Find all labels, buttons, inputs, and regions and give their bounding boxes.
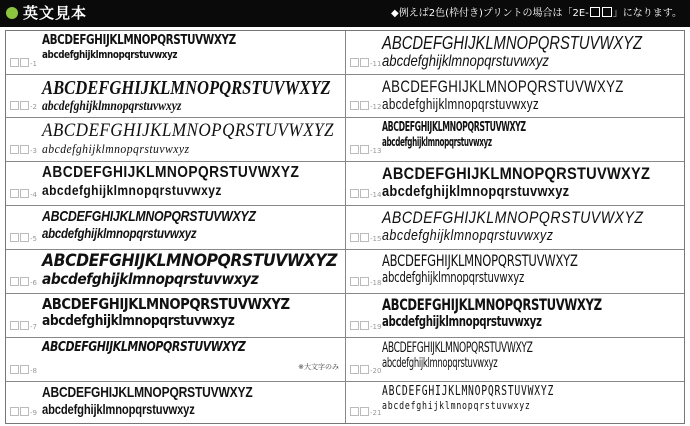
- font-sample-cell: [346, 74, 684, 117]
- font-code-number: -4: [30, 191, 37, 199]
- code-box-icon: [360, 321, 369, 330]
- header-note-prefix: ◆例えば2色(枠付き)プリントの場合は「2E-: [391, 8, 589, 19]
- font-code-number: -19: [370, 323, 382, 331]
- lowercase-sample: abcdefghijklmnopqrstuvwxyz: [42, 269, 259, 288]
- font-sample: [42, 209, 303, 240]
- uppercase-sample: ABCDEFGHIJKLMNOPQRSTUVWXYZ: [42, 164, 300, 181]
- font-sample-cell: [346, 161, 684, 205]
- font-code-number: -9: [30, 409, 37, 417]
- uppercase-sample: ABCDEFGHIJKLMNOPQRSTUVWXYZ: [42, 251, 338, 271]
- code-box-icon: [20, 277, 29, 286]
- font-code-label: [10, 321, 37, 331]
- code-box-icon: [350, 321, 359, 330]
- font-sample: [382, 34, 690, 71]
- lowercase-sample: abcdefghijklmnopqrstuvwxyz: [382, 398, 531, 412]
- code-box-icon: [10, 407, 19, 416]
- uppercase-sample: ABCDEFGHIJKLMNOPQRSTUVWXYZ: [382, 295, 602, 314]
- code-box-icon: [602, 7, 612, 17]
- uppercase-sample: ABCDEFGHIJKLMNOPQRSTUVWXYZ: [42, 77, 331, 99]
- lowercase-sample: abcdefghijklmnopqrstuvwxyz: [382, 134, 492, 149]
- uppercase-sample: ABCDEFGHIJKLMNOPQRSTUVWXYZ: [382, 384, 555, 399]
- font-sample-cell: [346, 381, 684, 423]
- code-box-icon: [10, 189, 19, 198]
- code-box-icon: [590, 7, 600, 17]
- lowercase-sample: abcdefghijklmnopqrstuvwxyz: [42, 99, 182, 114]
- code-box-icon: [20, 145, 29, 154]
- code-box-icon: [10, 58, 19, 67]
- font-code-number: -6: [30, 279, 37, 287]
- font-code-label: [350, 277, 381, 287]
- font-code-number: -20: [370, 367, 382, 375]
- font-code-number: -14: [370, 191, 382, 199]
- code-box-icon: [20, 233, 29, 242]
- code-box-icon: [350, 277, 359, 286]
- font-code-number: -12: [370, 103, 382, 111]
- uppercase-sample: ABCDEFGHIJKLMNOPQRSTUVWXYZ: [382, 77, 624, 96]
- uppercase-sample: ABCDEFGHIJKLMNOPQRSTUVWXYZ: [42, 340, 246, 355]
- font-code-number: -7: [30, 323, 37, 331]
- font-sample: [42, 34, 284, 60]
- lowercase-sample: abcdefghijklmnopqrstuvwxyz: [42, 224, 197, 241]
- font-sample: [382, 121, 622, 148]
- code-box-icon: [360, 233, 369, 242]
- font-sample: [382, 78, 690, 113]
- font-sample: [382, 209, 690, 244]
- code-box-icon: [350, 189, 359, 198]
- uppercase-sample: ABCDEFGHIJKLMNOPQRSTUVWXYZ: [42, 120, 334, 141]
- font-code-number: -2: [30, 103, 37, 111]
- uppercase-sample: ABCDEFGHIJKLMNOPQRSTUVWXYZ: [382, 120, 526, 135]
- uppercase-sample: ABCDEFGHIJKLMNOPQRSTUVWXYZ: [382, 340, 533, 356]
- uppercase-sample: ABCDEFGHIJKLMNOPQRSTUVWXYZ: [42, 295, 290, 313]
- code-box-icon: [20, 58, 29, 67]
- font-sample-cell: [6, 381, 346, 423]
- lowercase-sample: abcdefghijklmnopqrstuvwxyz: [42, 47, 178, 61]
- lowercase-sample: abcdefghijklmnopqrstuvwxyz: [42, 140, 190, 156]
- font-code-label: [10, 407, 37, 417]
- uppercase-only-note: ※大文字のみ: [298, 363, 339, 371]
- font-sample-cell: [6, 337, 346, 381]
- code-box-icon: [10, 101, 19, 110]
- code-box-icon: [10, 145, 19, 154]
- font-code-label: [350, 101, 381, 111]
- font-sample: [42, 121, 366, 156]
- font-sample-grid: [5, 30, 685, 424]
- font-sample: [42, 78, 390, 115]
- green-circle-icon: [6, 7, 18, 19]
- uppercase-sample: ABCDEFGHIJKLMNOPQRSTUVWXYZ: [382, 208, 644, 227]
- font-code-number: -8: [30, 367, 37, 375]
- font-sample-cell: [6, 249, 346, 293]
- font-sample-cell: [346, 117, 684, 161]
- font-sample-cell: [346, 205, 684, 249]
- code-box-icon: [360, 407, 369, 416]
- code-box-icon: [20, 189, 29, 198]
- uppercase-sample: ABCDEFGHIJKLMNOPQRSTUVWXYZ: [382, 251, 578, 270]
- section-title: 英文見本: [23, 4, 88, 22]
- font-sample: [42, 341, 284, 355]
- code-box-icon: [350, 58, 359, 67]
- code-box-icon: [360, 58, 369, 67]
- font-code-number: -18: [370, 279, 382, 287]
- uppercase-sample: ABCDEFGHIJKLMNOPQRSTUVWXYZ: [42, 33, 236, 48]
- font-sample: [42, 297, 323, 328]
- font-sample-cell: [6, 161, 346, 205]
- font-sample: [382, 341, 614, 370]
- font-code-number: -15: [370, 235, 382, 243]
- font-sample: [382, 165, 690, 200]
- lowercase-sample: abcdefghijklmnopqrstuvwxyz: [42, 181, 222, 198]
- font-code-number: -3: [30, 147, 37, 155]
- font-code-number: -13: [370, 147, 382, 155]
- lowercase-sample: abcdefghijklmnopqrstuvwxyz: [42, 312, 235, 329]
- code-box-icon: [10, 321, 19, 330]
- font-code-label: [350, 189, 381, 199]
- lowercase-sample: abcdefghijklmnopqrstuvwxyz: [382, 52, 549, 70]
- code-box-icon: [360, 189, 369, 198]
- uppercase-sample: ABCDEFGHIJKLMNOPQRSTUVWXYZ: [42, 384, 253, 401]
- font-sample-cell: [346, 249, 684, 293]
- font-code-label: [10, 277, 37, 287]
- uppercase-sample: ABCDEFGHIJKLMNOPQRSTUVWXYZ: [382, 164, 651, 183]
- lowercase-sample: abcdefghijklmnopqrstuvwxyz: [382, 226, 554, 244]
- lowercase-sample: abcdefghijklmnopqrstuvwxyz: [382, 269, 525, 286]
- font-sample: [382, 385, 612, 411]
- font-code-number: -1: [30, 60, 37, 68]
- font-code-label: [350, 365, 381, 375]
- font-sample-cell: [346, 31, 684, 74]
- code-box-icon: [350, 407, 359, 416]
- section-header: [0, 0, 690, 27]
- font-sample-cell: [6, 74, 346, 117]
- code-box-icon: [360, 365, 369, 374]
- font-code-label: [350, 321, 381, 331]
- code-box-icon: [360, 145, 369, 154]
- font-code-label: [350, 233, 381, 243]
- font-sample: [42, 253, 363, 288]
- font-code-label: [350, 145, 381, 155]
- font-code-number: -21: [370, 409, 382, 417]
- font-code-number: -5: [30, 235, 37, 243]
- code-box-icon: [350, 365, 359, 374]
- font-sample-cell: [6, 117, 346, 161]
- font-sample-cell: [6, 205, 346, 249]
- header-note-suffix: 」になります。: [612, 8, 682, 19]
- lowercase-sample: abcdefghijklmnopqrstuvwxyz: [382, 355, 498, 371]
- code-box-icon: [20, 101, 29, 110]
- code-box-icon: [10, 365, 19, 374]
- code-box-icon: [10, 277, 19, 286]
- uppercase-sample: ABCDEFGHIJKLMNOPQRSTUVWXYZ: [42, 208, 256, 225]
- font-sample: [42, 385, 305, 416]
- lowercase-sample: abcdefghijklmnopqrstuvwxyz: [382, 313, 542, 330]
- code-box-icon: [20, 365, 29, 374]
- font-sample: [382, 297, 683, 329]
- font-sample: [382, 253, 654, 285]
- code-box-icon: [350, 233, 359, 242]
- font-sample-cell: [6, 31, 346, 74]
- font-code-label: [10, 101, 37, 111]
- code-box-icon: [360, 101, 369, 110]
- code-box-icon: [10, 233, 19, 242]
- font-code-label: [350, 58, 381, 68]
- font-sample-cell: [346, 293, 684, 337]
- code-box-icon: [20, 321, 29, 330]
- code-box-icon: [350, 101, 359, 110]
- lowercase-sample: abcdefghijklmnopqrstuvwxyz: [382, 182, 570, 200]
- font-sample-cell: [346, 337, 684, 381]
- font-sample: [42, 165, 341, 197]
- code-box-icon: [360, 277, 369, 286]
- font-code-label: [10, 58, 37, 68]
- font-sample-cell: [6, 293, 346, 337]
- uppercase-sample: ABCDEFGHIJKLMNOPQRSTUVWXYZ: [382, 33, 642, 53]
- lowercase-sample: abcdefghijklmnopqrstuvwxyz: [382, 95, 540, 113]
- code-box-icon: [20, 407, 29, 416]
- font-code-label: [350, 407, 381, 417]
- header-note: [391, 7, 682, 20]
- font-code-label: [10, 365, 37, 375]
- font-code-label: [10, 145, 37, 155]
- font-code-label: [10, 189, 37, 199]
- font-code-label: [10, 233, 37, 243]
- code-box-icon: [350, 145, 359, 154]
- lowercase-sample: abcdefghijklmnopqrstuvwxyz: [42, 400, 195, 417]
- font-code-number: -11: [370, 60, 382, 68]
